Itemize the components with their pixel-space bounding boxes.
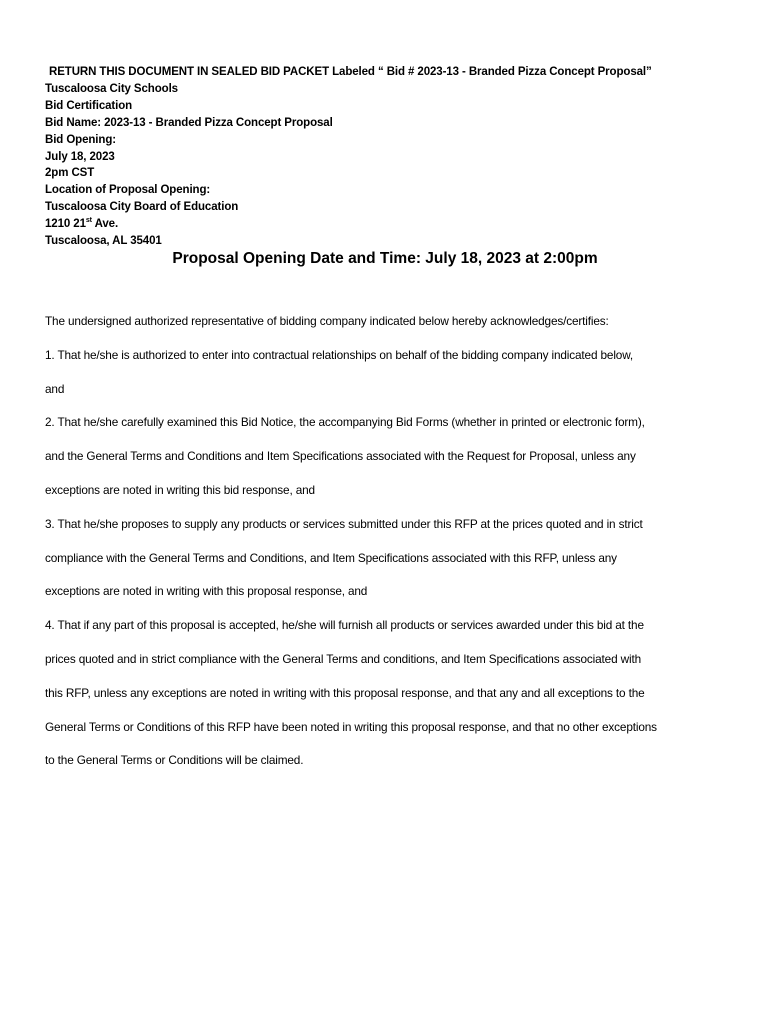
body-line: and [45,381,65,396]
certification-body [45,312,735,785]
location-name: Tuscaloosa City Board of Education [45,201,239,214]
body-line: 4. That if any part of this proposal is accepted, he/she will furnish all products or services awarded under this bid at the [45,618,644,633]
location-label: Location of Proposal Opening: [45,184,211,197]
address-street: Ave. [91,218,119,231]
proposal-opening-title: Proposal Opening Date and Time: July 18, 2023 at 2:00pm [172,250,598,267]
bid-opening-date: July 18, 2023 [45,150,115,163]
body-line: prices quoted and in strict compliance with the General Terms and conditions, and Item Specifications associated with [45,651,641,666]
header-block [45,64,735,250]
address-number: 1210 21 [45,218,86,231]
city-state-zip: Tuscaloosa, AL 35401 [45,235,162,248]
bid-name: Bid Name: 2023-13 - Branded Pizza Concept Proposal [45,116,333,129]
body-line: and the General Terms and Conditions and Item Specifications associated with the Request for Proposal, unless any [45,449,636,464]
address-ordinal-suffix: st [85,217,92,225]
bid-opening-label: Bid Opening: [45,133,116,146]
body-line: The undersigned authorized representative of bidding company indicated below hereby acknowledges/certifies: [45,314,609,328]
body-line: compliance with the General Terms and Conditions, and Item Specifications associated with this RFP, unless any [45,550,617,565]
street-address [45,216,735,233]
body-line: to the General Terms or Conditions will be claimed. [45,753,304,768]
body-line: exceptions are noted in writing this bid response, and [45,482,315,497]
document-type: Bid Certification [45,99,133,112]
body-line: exceptions are noted in writing with this proposal response, and [45,584,368,599]
body-line: 3. That he/she proposes to supply any products or services submitted under this RFP at the prices quoted and in strict [45,516,643,531]
organization-name: Tuscaloosa City Schools [45,82,178,95]
body-line: General Terms or Conditions of this RFP have been noted in writing this proposal response, and that no other exceptions [45,719,657,734]
return-notice: RETURN THIS DOCUMENT IN SEALED BID PACKET Labeled “ Bid # 2023-13 - Branded Pizza Concept Proposal” [49,66,652,78]
bid-opening-time: 2pm CST [45,167,95,180]
body-line: this RFP, unless any exceptions are noted in writing with this proposal response, and that any and all exceptions to the [45,685,645,700]
body-line: 2. That he/she carefully examined this Bid Notice, the accompanying Bid Forms (whether in printed or electronic form), [45,415,645,430]
body-line: 1. That he/she is authorized to enter into contractual relationships on behalf of the bidding company indicated below, [45,347,634,362]
